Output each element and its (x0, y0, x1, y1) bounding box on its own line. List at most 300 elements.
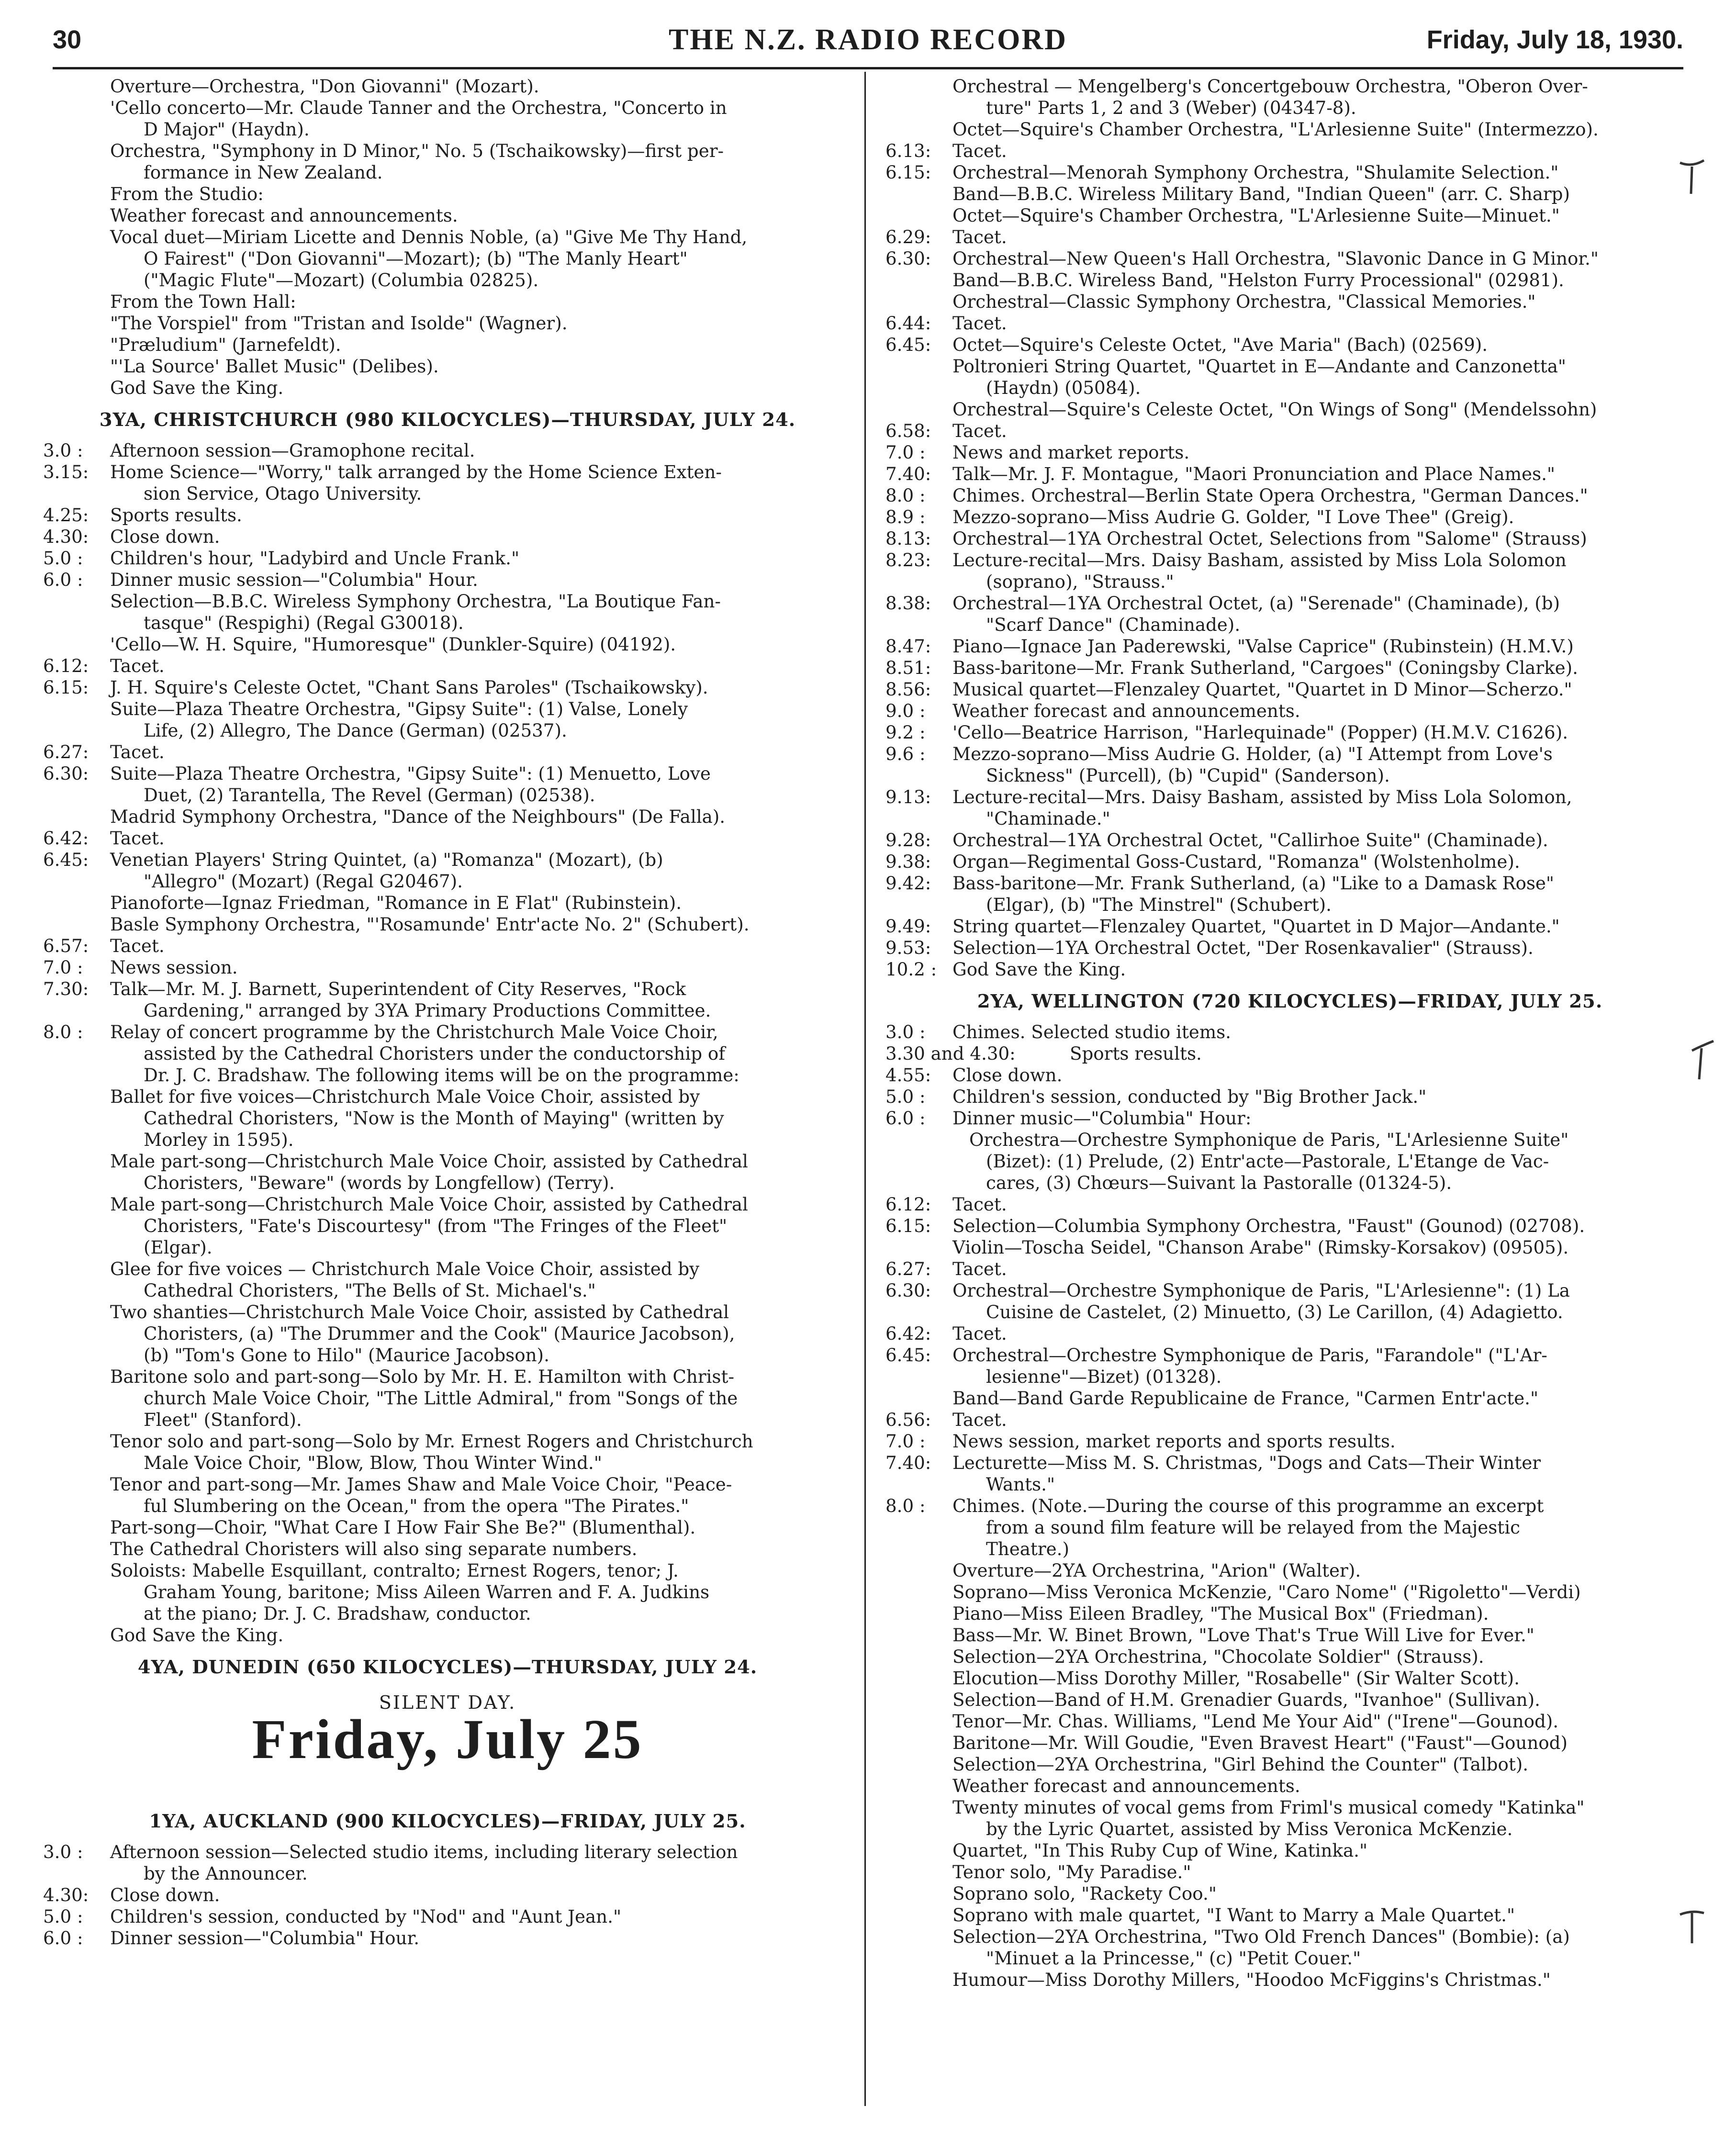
programme-time: 3.0 : (43, 1841, 83, 1862)
programme-item: Orchestral—Orchestre Symphonique de Paris, "Farandole" ("L'Ar- (952, 1344, 1547, 1366)
programme-item: Tacet. (110, 655, 165, 676)
programme-line (885, 916, 1694, 937)
programme-line (43, 591, 852, 612)
programme-line (43, 1172, 852, 1194)
programme-line (885, 1409, 1694, 1431)
programme-item: Madrid Symphony Orchestra, "Dance of the Neighbours" (De Falla). (110, 806, 726, 827)
programme-item: Talk—Mr. J. F. Montague, "Maori Pronunciation and Place Names." (952, 463, 1555, 484)
programme-time: 6.45: (885, 334, 931, 355)
programme-line (43, 1884, 852, 1906)
programme-time: 6.13: (885, 140, 931, 161)
programme-item: (Elgar), (b) "The Minstrel" (Schubert). (986, 894, 1332, 915)
programme-item: Relay of concert programme by the Christchurch Male Voice Choir, (110, 1021, 718, 1042)
programme-time: 6.15: (885, 162, 931, 183)
programme-item: O Fairest" ("Don Giovanni"—Mozart); (b) "The Manly Heart" (144, 248, 688, 269)
programme-item: Bass-baritone—Mr. Frank Sutherland, "Cargoes" (Coningsby Clarke). (952, 657, 1578, 678)
programme-item: Home Science—"Worry," talk arranged by the Home Science Exten- (110, 461, 722, 482)
programme-item: The Cathedral Choristers will also sing separate numbers. (110, 1538, 638, 1559)
programme-time: 7.0 : (885, 1431, 926, 1452)
programme-item: Octet—Squire's Chamber Orchestra, "L'Arlesienne Suite" (Intermezzo). (952, 119, 1599, 140)
programme-item: Band—Band Garde Republicaine de France, "Carmen Entr'acte." (952, 1388, 1539, 1409)
programme-line (885, 1624, 1694, 1646)
programme-line (43, 291, 852, 313)
programme-line (43, 97, 852, 119)
programme-line (885, 1258, 1694, 1280)
programme-line (43, 226, 852, 248)
programme-line (885, 549, 1694, 571)
column-divider (864, 72, 866, 2106)
programme-line (43, 677, 852, 698)
programme-time: 8.13: (885, 528, 931, 549)
programme-line (885, 959, 1694, 980)
programme-item: Overture—2YA Orchestrina, "Arion" (Walter). (952, 1560, 1361, 1581)
programme-item: lesienne"—Bizet) (01328). (986, 1366, 1222, 1387)
programme-line (43, 248, 852, 269)
programme-item: Pianoforte—Ignaz Friedman, "Romance in E Flat" (Rubinstein). (110, 892, 682, 913)
programme-item: Vocal duet—Miriam Licette and Dennis Noble, (a) "Give Me Thy Hand, (110, 226, 748, 247)
programme-item: Weather forecast and announcements. (952, 700, 1300, 721)
programme-line (885, 1560, 1694, 1581)
programme-line (43, 76, 852, 97)
programme-item: Part-song—Choir, "What Care I How Fair She Be?" (Blumenthal). (110, 1517, 696, 1538)
programme-line (43, 356, 852, 377)
programme-item: (Elgar). (144, 1237, 213, 1258)
programme-line (885, 873, 1694, 894)
programme-line (885, 1021, 1694, 1043)
programme-line (43, 140, 852, 162)
programme-line (43, 1906, 852, 1927)
programme-line (43, 741, 852, 763)
programme-line (885, 1948, 1694, 1969)
programme-item: Male part-song—Christchurch Male Voice Choir, assisted by Cathedral (110, 1194, 748, 1215)
programme-time: 9.38: (885, 851, 931, 872)
programme-time: 6.57: (43, 935, 89, 956)
programme-item: Selection—2YA Orchestrina, "Two Old French Dances" (Bombie): (a) (952, 1926, 1570, 1947)
programme-item: Baritone—Mr. Will Goudie, "Even Bravest Heart" ("Faust"—Gounod) (952, 1732, 1568, 1753)
programme-item: Tacet. (952, 420, 1007, 441)
programme-line (43, 1603, 852, 1624)
programme-item: Cuisine de Castelet, (2) Minuetto, (3) Le Carillon, (4) Adagietto. (986, 1301, 1563, 1322)
programme-line (43, 119, 852, 140)
programme-line (885, 1388, 1694, 1409)
programme-item: Band—B.B.C. Wireless Band, "Helston Furry Processional" (02981). (952, 269, 1564, 291)
programme-item: Orchestra, "Symphony in D Minor," No. 5 (Tschaikowsky)—first per- (110, 140, 724, 161)
programme-line (43, 1064, 852, 1086)
programme-item: Tacet. (952, 1258, 1007, 1279)
programme-line (43, 1560, 852, 1581)
programme-time: 6.56: (885, 1409, 931, 1430)
programme-item: Tacet. (110, 935, 165, 956)
programme-line (885, 528, 1694, 549)
programme-line (885, 334, 1694, 356)
programme-time: 4.55: (885, 1064, 931, 1086)
programme-line (885, 786, 1694, 808)
programme-line (43, 1841, 852, 1863)
programme-time: 3.30 and 4.30: (885, 1043, 1016, 1064)
programme-item: Suite—Plaza Theatre Orchestra, "Gipsy Suite": (1) Valse, Lonely (110, 698, 688, 719)
programme-item: Baritone solo and part-song—Solo by Mr. H. E. Hamilton with Christ- (110, 1366, 735, 1387)
programme-line (885, 1689, 1694, 1711)
programme-item: String quartet—Flenzaley Quartet, "Quartet in D Major—Andante." (952, 916, 1560, 937)
programme-item: God Save the King. (110, 377, 284, 398)
programme-item: Selection—2YA Orchestrina, "Girl Behind the Counter" (Talbot). (952, 1754, 1529, 1775)
programme-item: Octet—Squire's Chamber Orchestra, "L'Arlesienne Suite—Minuet." (952, 205, 1560, 226)
programme-item: Humour—Miss Dorothy Millers, "Hoodoo McFiggins's Christmas." (952, 1969, 1551, 1990)
programme-time: 8.38: (885, 593, 931, 614)
programme-item: J. H. Squire's Celeste Octet, "Chant Sans Paroles" (Tschaikowsky). (110, 677, 708, 698)
programme-item: Children's hour, "Ladybird and Uncle Frank." (110, 548, 520, 569)
programme-item: Tacet. (952, 140, 1007, 161)
programme-line (43, 612, 852, 634)
programme-line (43, 1151, 852, 1172)
programme-line (885, 808, 1694, 829)
programme-time: 8.0 : (43, 1021, 83, 1042)
programme-item: God Save the King. (110, 1624, 284, 1646)
programme-line (43, 914, 852, 935)
programme-item: Ballet for five voices—Christchurch Male Voice Choir, assisted by (110, 1086, 700, 1107)
programme-item: Organ—Regimental Goss-Custard, "Romanza" (Wolstenholme). (952, 851, 1520, 872)
programme-time: 8.0 : (885, 485, 926, 506)
programme-time: 8.56: (885, 679, 931, 700)
programme-item: Selection—2YA Orchestrina, "Chocolate Soldier" (Strauss). (952, 1646, 1484, 1667)
programme-item: Violin—Toscha Seidel, "Chanson Arabe" (Rimsky-Korsakov) (09505). (952, 1237, 1569, 1258)
programme-item: Mezzo-soprano—Miss Audrie G. Holder, (a) "I Attempt from Love's (952, 743, 1553, 764)
programme-line (885, 485, 1694, 506)
programme-item: Cathedral Choristers, "Now is the Month of Maying" (written by (144, 1108, 724, 1129)
programme-line (43, 1301, 852, 1323)
programme-time: 8.0 : (885, 1495, 926, 1516)
programme-time: 10.2 : (885, 959, 937, 980)
programme-item: church Male Voice Choir, "The Little Admiral," from "Songs of the (144, 1388, 738, 1409)
programme-line (885, 1926, 1694, 1948)
programme-line (885, 614, 1694, 636)
programme-item: Orchestral—1YA Orchestral Octet, (a) "Serenade" (Chaminade), (b) (952, 593, 1560, 614)
programme-line (885, 1366, 1694, 1388)
programme-line (43, 526, 852, 548)
programme-line (885, 1452, 1694, 1474)
programme-time: 9.42: (885, 873, 931, 894)
programme-line (885, 377, 1694, 399)
programme-time: 6.30: (43, 763, 89, 784)
programme-time: 6.27: (43, 741, 89, 762)
programme-time: 6.45: (885, 1344, 931, 1366)
programme-line (43, 1021, 852, 1043)
programme-line (885, 1840, 1694, 1861)
programme-line (885, 765, 1694, 786)
programme-item: 'Cello—Beatrice Harrison, "Harlequinade" (Popper) (H.M.V. C1626). (952, 722, 1568, 743)
programme-line (885, 1237, 1694, 1258)
station-heading: 1YA, AUCKLAND (900 KILOCYCLES)—FRIDAY, JULY 25. (149, 1811, 746, 1832)
programme-line (43, 377, 852, 399)
programme-line (43, 1280, 852, 1301)
programme-item: Piano—Miss Eileen Bradley, "The Musical Box" (Friedman). (952, 1603, 1489, 1624)
programme-item: Piano—Ignace Jan Paderewski, "Valse Caprice" (Rubinstein) (H.M.V.) (952, 636, 1574, 657)
margin-tick-mark (1678, 158, 1706, 196)
programme-line (885, 1172, 1694, 1194)
programme-item: Gardening," arranged by 3YA Primary Productions Committee. (144, 1000, 711, 1021)
programme-line (885, 226, 1694, 248)
page-number: 30 (53, 25, 82, 54)
programme-item: Orchestral—Menorah Symphony Orchestra, "Shulamite Selection." (952, 162, 1559, 183)
programme-line (43, 569, 852, 591)
programme-time: 8.51: (885, 657, 931, 678)
programme-item: Tenor solo, "My Paradise." (952, 1861, 1191, 1882)
programme-item: Tenor and part-song—Mr. James Shaw and Male Voice Choir, "Peace- (110, 1474, 732, 1495)
programme-item: God Save the King. (952, 959, 1126, 980)
programme-item: sion Service, Otago University. (144, 483, 422, 504)
programme-line (885, 1129, 1694, 1151)
programme-line (43, 634, 852, 655)
programme-item: "Allegro" (Mozart) (Regal G20467). (144, 871, 463, 892)
programme-time: 8.9 : (885, 506, 926, 527)
programme-time: 6.15: (885, 1215, 931, 1236)
programme-time: 3.0 : (885, 1021, 926, 1042)
programme-line (43, 1538, 852, 1560)
programme-item: Cathedral Choristers, "The Bells of St. Michael's." (144, 1280, 596, 1301)
margin-tick-mark (1687, 1039, 1716, 1082)
programme-item: "'La Source' Ballet Music" (Delibes). (110, 356, 439, 377)
programme-time: 6.29: (885, 226, 931, 247)
programme-line (43, 1000, 852, 1021)
programme-item: "The Vorspiel" from "Tristan and Isolde" (Wagner). (110, 313, 568, 334)
programme-line (43, 957, 852, 978)
programme-time: 8.47: (885, 636, 931, 657)
programme-item: Bass—Mr. W. Binet Brown, "Love That's True Will Live for Ever." (952, 1624, 1534, 1646)
station-heading: 2YA, WELLINGTON (720 KILOCYCLES)—FRIDAY, JULY 25. (977, 991, 1603, 1012)
programme-item: Close down. (110, 526, 220, 547)
programme-item: Tacet. (110, 741, 165, 762)
programme-line (885, 894, 1694, 916)
programme-item: Life, (2) Allegro, The Dance (German) (02537). (144, 720, 567, 741)
programme-item: Orchestra—Orchestre Symphonique de Paris, "L'Arlesienne Suite" (969, 1129, 1569, 1150)
programme-line (43, 698, 852, 720)
programme-item: ture" Parts 1, 2 and 3 (Weber) (04347-8). (986, 97, 1356, 118)
programme-line (43, 162, 852, 183)
programme-time: 6.42: (43, 828, 89, 849)
programme-item: "Minuet a la Princesse," (c) "Petit Couer." (986, 1948, 1361, 1969)
programme-item: Weather forecast and announcements. (952, 1775, 1300, 1796)
programme-line (43, 1452, 852, 1474)
programme-item: Selection—B.B.C. Wireless Symphony Orchestra, "La Boutique Fan- (110, 591, 721, 612)
programme-line (885, 205, 1694, 226)
programme-line (43, 1927, 852, 1949)
programme-item: Dinner music—"Columbia" Hour: (952, 1108, 1252, 1129)
programme-time: 4.30: (43, 526, 89, 547)
programme-line (43, 1323, 852, 1344)
programme-line (885, 1905, 1694, 1926)
programme-item: Soprano solo, "Rackety Coo." (952, 1883, 1217, 1904)
programme-item: Mezzo-soprano—Miss Audrie G. Golder, "I Love Thee" (Greig). (952, 506, 1514, 527)
programme-item: by the Lyric Quartet, assisted by Miss Veronica McKenzie. (986, 1818, 1513, 1839)
programme-item: Male Voice Choir, "Blow, Blow, Thou Winter Wind." (144, 1452, 602, 1473)
programme-time: 6.12: (43, 655, 89, 676)
programme-line (885, 506, 1694, 528)
programme-item: Dinner music session—"Columbia" Hour. (110, 569, 478, 590)
programme-item: Children's session, conducted by "Big Brother Jack." (952, 1086, 1427, 1107)
programme-item: Tacet. (952, 1409, 1007, 1430)
programme-line (43, 784, 852, 806)
left-column (43, 76, 852, 1949)
programme-item: at the piano; Dr. J. C. Bradshaw, conductor. (144, 1603, 531, 1624)
programme-item: Tacet. (952, 1194, 1007, 1215)
programme-line (43, 313, 852, 334)
programme-line (43, 1863, 852, 1884)
programme-item: Chimes. Selected studio items. (952, 1021, 1231, 1042)
right-column (885, 76, 1694, 1991)
programme-line (885, 1969, 1694, 1991)
programme-item: News session. (110, 957, 238, 978)
programme-line (885, 1215, 1694, 1237)
programme-time: 6.45: (43, 849, 89, 870)
programme-line (43, 1086, 852, 1108)
programme-line (43, 1474, 852, 1495)
programme-line (885, 1301, 1694, 1323)
programme-line (885, 1280, 1694, 1301)
programme-line (885, 420, 1694, 442)
programme-item: Band—B.B.C. Wireless Military Band, "Indian Queen" (arr. C. Sharp) (952, 183, 1570, 204)
programme-line (885, 1775, 1694, 1797)
programme-time: 4.25: (43, 504, 89, 526)
programme-line (885, 679, 1694, 700)
programme-item: (soprano), "Strauss." (986, 571, 1174, 592)
programme-time: 6.42: (885, 1323, 931, 1344)
programme-item: "Præludium" (Jarnefeldt). (110, 334, 341, 355)
programme-line (885, 1883, 1694, 1905)
programme-line (43, 978, 852, 1000)
programme-line (43, 183, 852, 205)
programme-item: Weather forecast and announcements. (110, 205, 458, 226)
programme-line (885, 1646, 1694, 1668)
programme-line (885, 636, 1694, 657)
programme-time: 6.0 : (43, 1927, 83, 1949)
programme-item: Talk—Mr. M. J. Barnett, Superintendent of City Reserves, "Rock (110, 978, 686, 999)
programme-item: "Scarf Dance" (Chaminade). (986, 614, 1241, 635)
programme-item: Chimes. Orchestral—Berlin State Opera Orchestra, "German Dances." (952, 485, 1588, 506)
programme-item: cares, (3) Chœurs—Suivant la Pastoralle (01324-5). (986, 1172, 1452, 1193)
programme-item: Suite—Plaza Theatre Orchestra, "Gipsy Suite": (1) Menuetto, Love (110, 763, 711, 784)
programme-item: Selection—Band of H.M. Grenadier Guards, "Ivanhoe" (Sullivan). (952, 1689, 1540, 1710)
programme-line (885, 162, 1694, 183)
programme-item: Venetian Players' String Quintet, (a) "Romanza" (Mozart), (b) (110, 849, 663, 870)
programme-item: Dr. J. C. Bradshaw. The following items will be on the programme: (144, 1064, 739, 1086)
page-header (53, 14, 1683, 69)
programme-item: Two shanties—Christchurch Male Voice Choir, assisted by Cathedral (110, 1301, 729, 1322)
programme-line (43, 1215, 852, 1237)
programme-item: Orchestral—New Queen's Hall Orchestra, "Slavonic Dance in G Minor." (952, 248, 1599, 269)
programme-time: 9.49: (885, 916, 931, 937)
programme-time: 4.30: (43, 1884, 89, 1905)
programme-line (885, 1668, 1694, 1689)
programme-line (885, 269, 1694, 291)
programme-item: Selection—Columbia Symphony Orchestra, "Faust" (Gounod) (02708). (952, 1215, 1585, 1236)
programme-item: Fleet" (Stanford). (144, 1409, 302, 1430)
programme-line (885, 1861, 1694, 1883)
programme-line (43, 871, 852, 892)
programme-time: 7.0 : (43, 957, 83, 978)
programme-item: (Bizet): (1) Prelude, (2) Entr'acte—Pastorale, L'Etange de Vac- (986, 1151, 1549, 1172)
programme-item: Chimes. (Note.—During the course of this programme an excerpt (952, 1495, 1544, 1516)
programme-line (885, 140, 1694, 162)
programme-line (885, 571, 1694, 593)
day-banner: Friday, July 25 (252, 1708, 643, 1770)
programme-item: (b) "Tom's Gone to Hilo" (Maurice Jacobson). (144, 1344, 549, 1366)
programme-line (43, 1581, 852, 1603)
programme-line (43, 806, 852, 828)
programme-time: 3.15: (43, 461, 89, 482)
programme-time: 5.0 : (43, 1906, 83, 1927)
programme-item: tasque" (Respighi) (Regal G30018). (144, 612, 464, 633)
programme-time: 6.0 : (43, 569, 83, 590)
issue-date: Friday, July 18, 1930. (1426, 25, 1683, 54)
margin-tick-mark (1678, 1907, 1706, 1946)
programme-line (43, 720, 852, 741)
programme-line (43, 1258, 852, 1280)
programme-item: Graham Young, baritone; Miss Aileen Warren and F. A. Judkins (144, 1581, 710, 1602)
programme-line (885, 119, 1694, 140)
programme-item: Wants." (986, 1474, 1055, 1495)
programme-line (885, 1517, 1694, 1538)
programme-line (885, 1711, 1694, 1732)
programme-item: Overture—Orchestra, "Don Giovanni" (Mozart). (110, 76, 539, 97)
programme-item: Choristers, "Beware" (words by Longfellow) (Terry). (144, 1172, 615, 1193)
programme-time: 6.27: (885, 1258, 931, 1279)
programme-line (43, 935, 852, 957)
programme-line (885, 1797, 1694, 1818)
programme-time: 5.0 : (885, 1086, 926, 1107)
programme-item: ("Magic Flute"—Mozart) (Columbia 02825). (144, 269, 539, 291)
programme-line (885, 1538, 1694, 1560)
programme-item: Sickness" (Purcell), (b) "Cupid" (Sanderson). (986, 765, 1390, 786)
programme-item: Octet—Squire's Celeste Octet, "Ave Maria" (Bach) (02569). (952, 334, 1488, 355)
programme-item: ful Slumbering on the Ocean," from the opera "The Pirates." (144, 1495, 689, 1516)
programme-item: from a sound film feature will be relayed from the Majestic (986, 1517, 1520, 1538)
programme-line (43, 1129, 852, 1151)
programme-line (43, 1108, 852, 1129)
programme-item: Dinner session—"Columbia" Hour. (110, 1927, 420, 1949)
programme-line (43, 483, 852, 504)
programme-item: assisted by the Cathedral Choristers under the conductorship of (144, 1043, 726, 1064)
station-heading: 4YA, DUNEDIN (650 KILOCYCLES)—THURSDAY, JULY 24. (137, 1657, 758, 1678)
programme-item: Poltronieri String Quartet, "Quartet in E—Andante and Canzonetta" (952, 356, 1566, 377)
programme-item: Tenor—Mr. Chas. Williams, "Lend Me Your Aid" ("Irene"—Gounod). (952, 1711, 1559, 1732)
programme-line (43, 269, 852, 291)
programme-line (885, 593, 1694, 614)
programme-item: Theatre.) (986, 1538, 1069, 1559)
programme-item: Morley in 1595). (144, 1129, 294, 1150)
programme-item: Elocution—Miss Dorothy Miller, "Rosabelle" (Sir Walter Scott). (952, 1668, 1520, 1689)
programme-line (885, 1064, 1694, 1086)
programme-item: 'Cello—W. H. Squire, "Humoresque" (Dunkler-Squire) (04192). (110, 634, 676, 655)
programme-item: Afternoon session—Gramophone recital. (110, 440, 475, 461)
programme-item: Tacet. (110, 828, 165, 849)
programme-time: 3.0 : (43, 440, 83, 461)
programme-line (43, 1043, 852, 1064)
programme-line (43, 1237, 852, 1258)
programme-line (885, 1151, 1694, 1172)
programme-time: 9.13: (885, 786, 931, 807)
programme-time: 6.15: (43, 677, 89, 698)
programme-time: 5.0 : (43, 548, 83, 569)
programme-item: From the Studio: (110, 183, 264, 204)
programme-line (43, 892, 852, 914)
programme-item: News session, market reports and sports results. (952, 1431, 1396, 1452)
programme-time: 6.30: (885, 1280, 931, 1301)
programme-item: formance in New Zealand. (144, 162, 383, 183)
programme-line (885, 76, 1694, 97)
programme-item: Male part-song—Christchurch Male Voice Choir, assisted by Cathedral (110, 1151, 748, 1172)
programme-item: Lecture-recital—Mrs. Daisy Basham, assisted by Miss Lola Solomon (952, 549, 1567, 571)
programme-line (885, 657, 1694, 679)
